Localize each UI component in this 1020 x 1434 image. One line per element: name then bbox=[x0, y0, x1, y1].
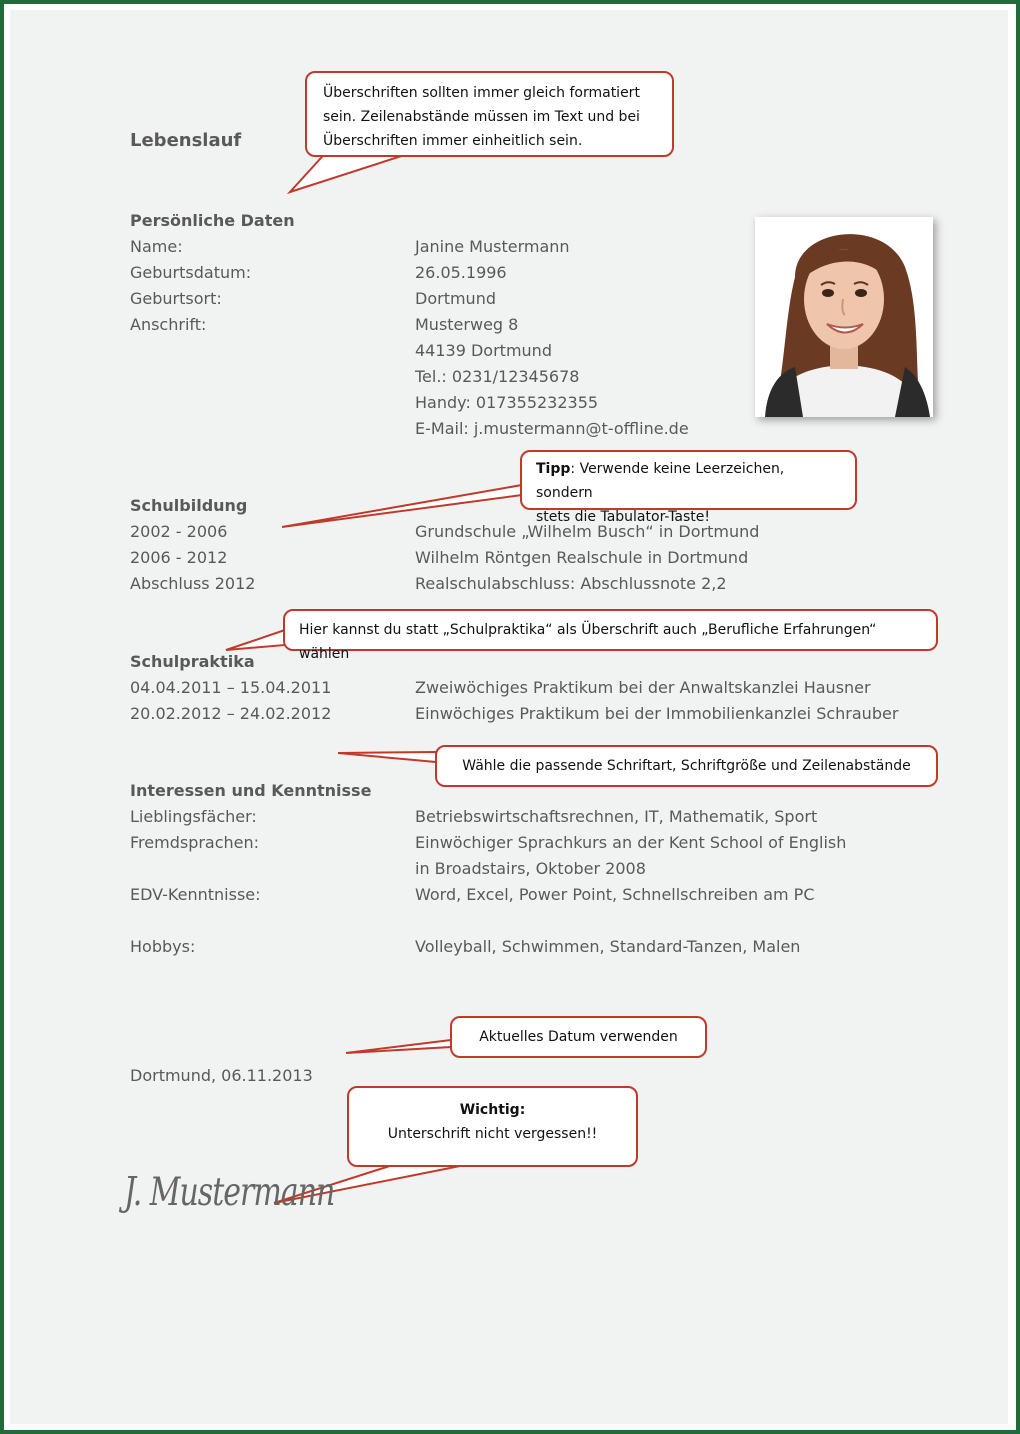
personal-value-street: Musterweg 8 bbox=[415, 315, 519, 334]
personal-value-email: E-Mail: j.mustermann@t-offline.de bbox=[415, 419, 689, 438]
personal-value-mobile: Handy: 017355232355 bbox=[415, 393, 599, 412]
callout-font-text: Wähle die passende Schriftart, Schriftgröße und Zeilenabstände bbox=[462, 758, 911, 774]
pointer-tip bbox=[282, 485, 522, 527]
callout-internship-text: Hier kannst du statt „Schulpraktika“ als Überschrift auch „Berufliche Erfahrungen“ wählen bbox=[299, 622, 877, 662]
school-label-1: 2002 - 2006 bbox=[130, 522, 228, 541]
callout-headings-line2: sein. Zeilenabstände müssen im Text und bei bbox=[323, 109, 640, 125]
interests-value-hobbies: Volleyball, Schwimmen, Standard-Tanzen, Malen bbox=[415, 937, 801, 956]
place-date: Dortmund, 06.11.2013 bbox=[130, 1066, 313, 1085]
callout-font bbox=[435, 745, 938, 787]
interests-value-languages: Einwöchiger Sprachkurs an der Kent School of English bbox=[415, 833, 847, 852]
callout-headings-line1: Überschriften sollten immer gleich formatiert bbox=[323, 85, 640, 101]
section-heading-school: Schulbildung bbox=[130, 496, 248, 515]
callout-tip-rest: : Verwende keine Leerzeichen, sondern bbox=[536, 461, 785, 501]
personal-label-address: Anschrift: bbox=[130, 315, 207, 334]
school-label-3: Abschluss 2012 bbox=[130, 574, 256, 593]
page-title: Lebenslauf bbox=[130, 130, 242, 151]
callout-date-text: Aktuelles Datum verwenden bbox=[479, 1029, 678, 1045]
callout-tip-bold: Tipp bbox=[536, 461, 571, 477]
callout-important bbox=[347, 1086, 638, 1167]
pointer-internship bbox=[226, 630, 285, 650]
interests-label-languages: Fremdsprachen: bbox=[130, 833, 260, 852]
callout-headings bbox=[305, 71, 674, 157]
school-value-2: Wilhelm Röntgen Realschule in Dortmund bbox=[415, 548, 749, 567]
callout-important-bold: Wichtig: bbox=[459, 1102, 526, 1118]
callout-headings-line3: Überschriften immer einheitlich sein. bbox=[323, 133, 583, 149]
callout-important-text: Unterschrift nicht vergessen!! bbox=[387, 1126, 598, 1142]
school-label-2: 2006 - 2012 bbox=[130, 548, 228, 567]
pointer-date bbox=[346, 1040, 451, 1053]
pointer-font bbox=[338, 752, 436, 762]
interests-value-languages-2: in Broadstairs, Oktober 2008 bbox=[415, 859, 646, 878]
callout-tip bbox=[520, 450, 857, 525]
personal-value-phone: Tel.: 0231/12345678 bbox=[415, 367, 580, 386]
internship-label-1: 04.04.2011 – 15.04.2011 bbox=[130, 678, 332, 697]
personal-value-birthplace: Dortmund bbox=[415, 289, 496, 308]
internship-value-2: Einwöchiges Praktikum bei der Immobilienkanzlei Schrauber bbox=[415, 704, 899, 723]
callout-internship bbox=[283, 609, 938, 662]
personal-value-city: 44139 Dortmund bbox=[415, 341, 552, 360]
section-heading-interests: Interessen und Kenntnisse bbox=[130, 781, 372, 800]
callout-date bbox=[450, 1016, 707, 1058]
school-value-1: Grundschule „Wilhelm Busch“ in Dortmund bbox=[415, 522, 760, 541]
personal-value-name: Janine Mustermann bbox=[415, 237, 570, 256]
internship-value-1: Zweiwöchiges Praktikum bei der Anwaltskanzlei Hausner bbox=[415, 678, 871, 697]
section-heading-internships: Schulpraktika bbox=[130, 652, 255, 671]
internship-label-2: 20.02.2012 – 24.02.2012 bbox=[130, 704, 332, 723]
portrait-illustration bbox=[755, 217, 933, 417]
profile-photo bbox=[755, 217, 933, 417]
callout-tip-line2: stets die Tabulator-Taste! bbox=[536, 509, 711, 525]
signature: J. Mustermann bbox=[124, 1170, 335, 1216]
personal-value-birthdate: 26.05.1996 bbox=[415, 263, 507, 282]
interests-value-favorites: Betriebswirtschaftsrechnen, IT, Mathematik, Sport bbox=[415, 807, 818, 826]
section-heading-personal: Persönliche Daten bbox=[130, 211, 295, 230]
personal-label-birthdate: Geburtsdatum: bbox=[130, 263, 252, 282]
callout-tip-line1 bbox=[536, 457, 841, 505]
personal-label-name: Name: bbox=[130, 237, 183, 256]
interests-label-it: EDV-Kenntnisse: bbox=[130, 885, 261, 904]
interests-value-it: Word, Excel, Power Point, Schnellschreiben am PC bbox=[415, 885, 815, 904]
school-value-3: Realschulabschluss: Abschlussnote 2,2 bbox=[415, 574, 727, 593]
interests-label-hobbies: Hobbys: bbox=[130, 937, 196, 956]
interests-label-favorites: Lieblingsfächer: bbox=[130, 807, 257, 826]
personal-label-birthplace: Geburtsort: bbox=[130, 289, 222, 308]
